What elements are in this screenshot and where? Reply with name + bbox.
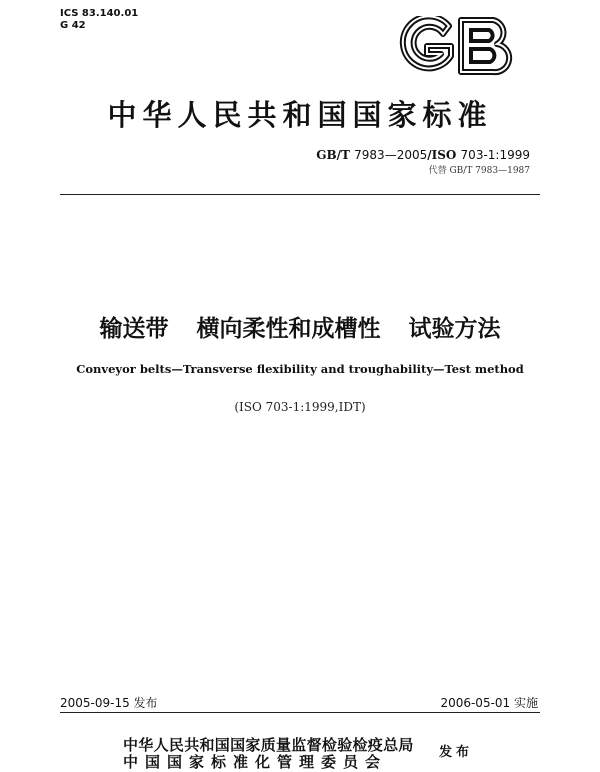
publish-label: 发布 [439, 745, 474, 760]
issuer-sac: 中国国家标准化管理委员会 [123, 753, 388, 771]
std-number: 7983—2005 [354, 148, 428, 162]
standard-number [316, 148, 530, 162]
gb-logo-icon [393, 16, 517, 76]
replaces-note: 代替 GB/T 7983—1987 [428, 166, 530, 176]
std-separator: /ISO [427, 148, 457, 162]
issuer-aqsiq: 中华人民共和国国家质量监督检验检疫总局 [123, 736, 414, 754]
iso-number: 703-1:1999 [460, 148, 530, 162]
ccs-code: G 42 [60, 20, 86, 31]
issue-date: 2005-09-15 发布 [60, 696, 158, 710]
std-prefix: GB/T [316, 148, 350, 162]
standard-title: 中华人民共和国国家标准 [107, 98, 493, 132]
document-title-cn: 输送带 横向柔性和成槽性 试验方法 [99, 316, 501, 342]
implementation-date: 2006-05-01 实施 [440, 696, 538, 710]
bottom-divider [60, 712, 540, 713]
classification-codes [60, 8, 138, 32]
top-divider [60, 194, 540, 195]
document-title-en: Conveyor belts—Transverse flexibility and troughability—Test method [76, 362, 524, 376]
ics-code: ICS 83.140.01 [60, 8, 139, 19]
iso-reference: (ISO 703-1:1999,IDT) [234, 400, 366, 414]
